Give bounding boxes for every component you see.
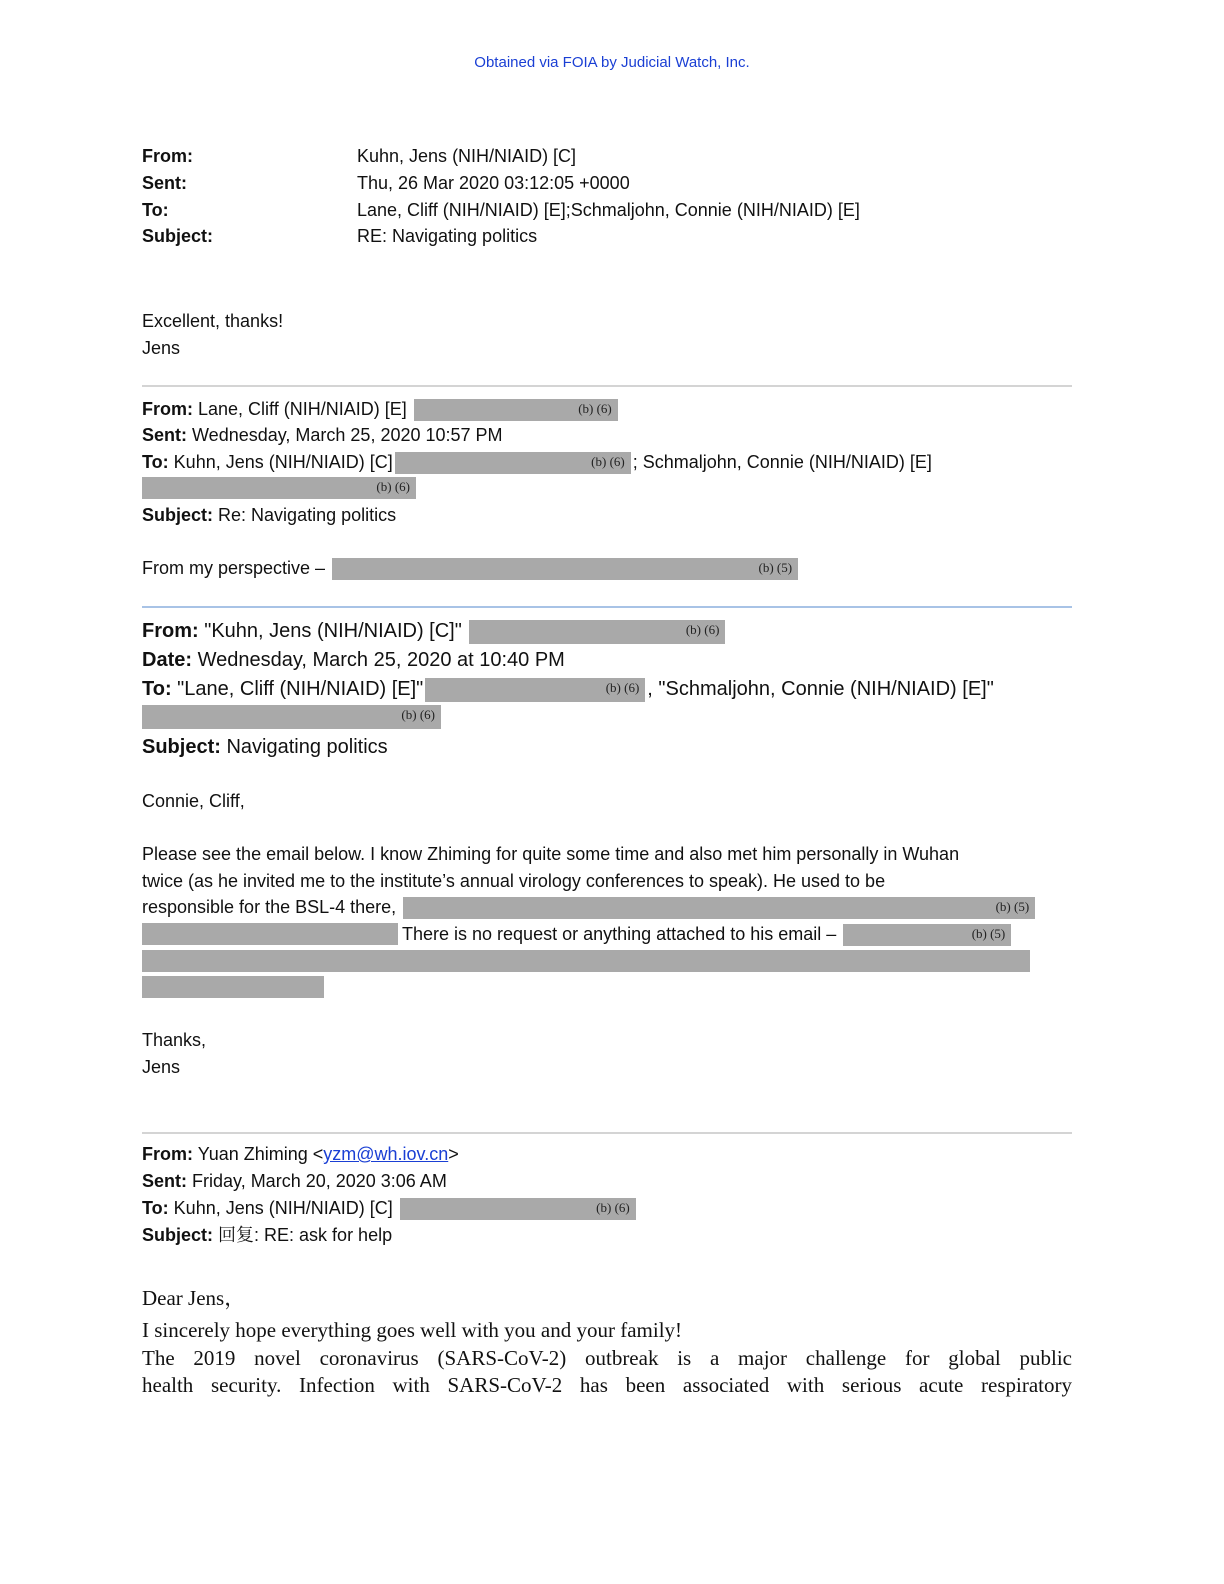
- email2-from-row: [142, 396, 620, 422]
- email4-subject-row: [142, 1222, 392, 1248]
- from-label: From:: [142, 399, 193, 419]
- subject-label: Subject:: [142, 1225, 214, 1245]
- sent-value: Wednesday, March 25, 2020 10:57 PM: [192, 425, 503, 445]
- email4-body-line: The 2019 novel coronavirus (SARS-CoV-2) outbreak is a major challenge for global public: [142, 1346, 1072, 1370]
- redaction-box: [425, 678, 645, 702]
- email4-body-line: I sincerely hope everything goes well with you and your family!: [142, 1318, 683, 1342]
- email2-body: [142, 555, 800, 581]
- sender-email-link[interactable]: yzm@wh.iov.cn: [323, 1144, 449, 1164]
- sent-value: Thu, 26 Mar 2020 03:12:05 +0000: [357, 173, 630, 193]
- redaction-box: [142, 923, 398, 945]
- redaction-code: (b) (6): [596, 1200, 630, 1216]
- redaction-box: [403, 897, 1035, 919]
- from-label: From:: [142, 146, 193, 166]
- email4-salutation: Dear Jens，: [142, 1286, 246, 1310]
- to-value: Lane, Cliff (NIH/NIAID) [E];Schmaljohn, Connie (NIH/NIAID) [E]: [357, 200, 860, 220]
- redaction-box: [332, 558, 798, 580]
- separator: [142, 606, 1072, 608]
- from-label: From:: [142, 620, 199, 642]
- redaction-box: [142, 950, 1030, 972]
- email1-signature: Jens: [142, 338, 181, 358]
- redaction-code: (b) (5): [758, 560, 793, 576]
- subject-value: 回复: RE: ask for help: [218, 1225, 393, 1245]
- email4-sent-row: [142, 1168, 447, 1194]
- to-value: Kuhn, Jens (NIH/NIAID) [C]: [173, 452, 393, 472]
- email4-from-row: [142, 1141, 459, 1167]
- email3-paragraph-line: Please see the email below. I know Zhiming for quite some time and also met him personally in Wuhan: [142, 844, 960, 864]
- sent-label: Sent:: [142, 173, 187, 193]
- redaction-box: [142, 705, 441, 729]
- to-label: To:: [142, 678, 172, 700]
- to-value-cont: , "Schmaljohn, Connie (NIH/NIAID) [E]": [647, 678, 994, 700]
- redaction-box: [142, 976, 324, 998]
- to-label: To:: [142, 452, 169, 472]
- to-value: "Lane, Cliff (NIH/NIAID) [E]": [177, 678, 424, 700]
- date-label: Date:: [142, 649, 193, 671]
- foia-stamp: Obtained via FOIA by Judicial Watch, Inc.: [474, 54, 750, 71]
- email3-paragraph-line: [142, 894, 1037, 920]
- from-label: From:: [142, 1144, 193, 1164]
- body-text: From my perspective –: [142, 558, 326, 578]
- email1-body-line: Excellent, thanks!: [142, 311, 284, 331]
- from-value: Kuhn, Jens (NIH/NIAID) [C]: [357, 146, 577, 166]
- email3-greeting: Connie, Cliff,: [142, 791, 245, 811]
- to-label: To:: [142, 1198, 169, 1218]
- email3-subject-row: [142, 733, 388, 761]
- sent-label: Sent:: [142, 425, 187, 445]
- subject-value: RE: Navigating politics: [357, 226, 538, 246]
- from-value: Lane, Cliff (NIH/NIAID) [E]: [198, 399, 407, 419]
- redaction-code: (b) (5): [971, 926, 1006, 942]
- email3-to-row: [142, 675, 994, 703]
- redaction-box: [414, 399, 618, 421]
- email3-paragraph-line: [402, 921, 1013, 947]
- email4-body-line: health security. Infection with SARS-CoV-2 has been associated with serious acute respiratory: [142, 1373, 1072, 1397]
- redaction-code: (b) (6): [605, 679, 640, 695]
- redaction-box: [400, 1198, 636, 1220]
- subject-value: Re: Navigating politics: [218, 505, 397, 525]
- subject-value: Navigating politics: [226, 736, 388, 758]
- paragraph-text: There is no request or anything attached to his email –: [402, 924, 837, 944]
- redaction-box: [395, 452, 631, 474]
- email3-date-row: [142, 646, 565, 674]
- paragraph-text: responsible for the BSL-4 there,: [142, 897, 397, 917]
- email3-signature: Jens: [142, 1057, 181, 1077]
- from-value-close: >: [448, 1144, 459, 1164]
- redaction-code: (b) (6): [376, 479, 410, 494]
- redaction-box: [142, 477, 416, 499]
- email2-sent-row: [142, 422, 503, 448]
- email3-signoff: Thanks,: [142, 1030, 207, 1050]
- from-value: Yuan Zhiming <: [197, 1144, 324, 1164]
- to-value: Kuhn, Jens (NIH/NIAID) [C]: [173, 1198, 393, 1218]
- separator: [142, 385, 1072, 387]
- email2-to-row: [142, 449, 932, 475]
- email2-subject-row: [142, 502, 396, 528]
- subject-label: Subject:: [142, 226, 214, 246]
- redaction-code: (b) (6): [685, 621, 720, 637]
- email3-paragraph-line: twice (as he invited me to the institute’s annual virology conferences to speak). He used to be: [142, 871, 886, 891]
- email3-from-row: [142, 617, 727, 645]
- subject-label: Subject:: [142, 505, 214, 525]
- date-value: Wednesday, March 25, 2020 at 10:40 PM: [197, 649, 565, 671]
- to-value-cont: ; Schmaljohn, Connie (NIH/NIAID) [E]: [632, 452, 932, 472]
- sent-label: Sent:: [142, 1171, 187, 1191]
- subject-label: Subject:: [142, 736, 221, 758]
- redaction-code: (b) (6): [401, 707, 435, 722]
- redaction-box: [469, 620, 725, 644]
- separator: [142, 1132, 1072, 1134]
- from-value: "Kuhn, Jens (NIH/NIAID) [C]": [204, 620, 462, 642]
- redaction-code: (b) (6): [591, 454, 625, 470]
- email4-to-row: [142, 1195, 638, 1221]
- redaction-code: (b) (5): [995, 899, 1030, 915]
- sent-value: Friday, March 20, 2020 3:06 AM: [192, 1171, 447, 1191]
- redaction-code: (b) (6): [578, 401, 612, 417]
- redaction-box: [843, 924, 1011, 946]
- to-label: To:: [142, 200, 169, 220]
